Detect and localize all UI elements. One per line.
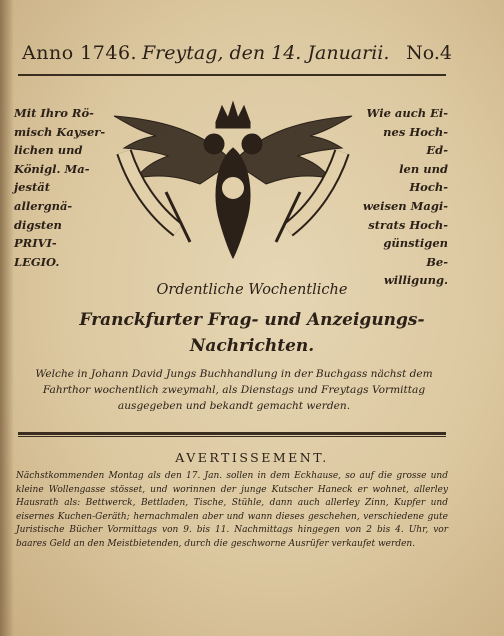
issue-number: No.4	[406, 42, 452, 64]
issue-year: Anno 1746.	[22, 42, 138, 64]
approval-line: Wie auch Ei-	[366, 106, 448, 120]
top-rule	[18, 74, 446, 76]
approval-line: strats Hoch-	[368, 217, 448, 232]
privilege-line: LEGIO.	[14, 254, 60, 269]
privilege-line: lichen und	[14, 143, 83, 158]
avertissement-body: Nächstkommenden Montag als den 17. Jan. sollen in dem Eckhause, so auf die grosse und kleine Wollengasse stösset, und worinnen der junge Kutscher Haneck er wohnet, allerley Hausrath als: Bettwerck, Bettladen, Tische, Stühle, dann auch allerley Zinn, Kupfer und eisernes Kuchen-Geräth; hernachmalen aber und wann dieses geschehen, verschiedene gute Juristische Bücher Vormittags von 9. bis 11. Nachmittags hingegen von 2 bis 4. Uhr, vor baares Geld an den Meistbietenden, durch die geschworne Ausrüfer verkaufet werden.	[16, 471, 448, 549]
section-rule	[18, 432, 446, 435]
double-headed-eagle-emblem	[104, 92, 362, 262]
privilege-line: misch Kayser-	[14, 124, 106, 139]
masthead-line	[22, 38, 452, 68]
approval-line: willigung.	[383, 273, 448, 288]
title-line-2: Franckfurter Frag- und Anzeigungs-	[79, 310, 425, 330]
title-line-3: Nachrichten.	[189, 336, 315, 356]
privilege-line: Mit Ihro Rö-	[14, 106, 94, 120]
imperial-privilege-note	[14, 104, 106, 271]
privilege-line: jestät allergnä-	[14, 180, 73, 213]
approval-line: weisen Magi-	[362, 198, 448, 213]
avertissement-heading: AVERTISSEMENT.	[175, 450, 329, 465]
approval-line: len und Hoch-	[399, 161, 448, 195]
privilege-line: Königl. Ma-	[14, 161, 90, 176]
issue-date: Freytag, den 14. Januarii.	[142, 42, 390, 64]
privilege-line: digsten PRIVI-	[14, 217, 62, 251]
council-approval-note	[362, 104, 448, 290]
title-line-1: Ordentliche Wochentliche	[156, 282, 348, 298]
approval-line: günstigen Be-	[383, 236, 448, 269]
publication-note: Welche in Johann David Jungs Buchhandlung in der Buchgass nächst dem Fahrthor wochentlich zweymahl, als Dienstags und Freytags Vormittag ausgegeben und bekandt gemacht werden.	[35, 368, 433, 412]
section-rule-thin	[18, 436, 446, 437]
approval-line: nes Hoch-Ed-	[383, 124, 448, 158]
